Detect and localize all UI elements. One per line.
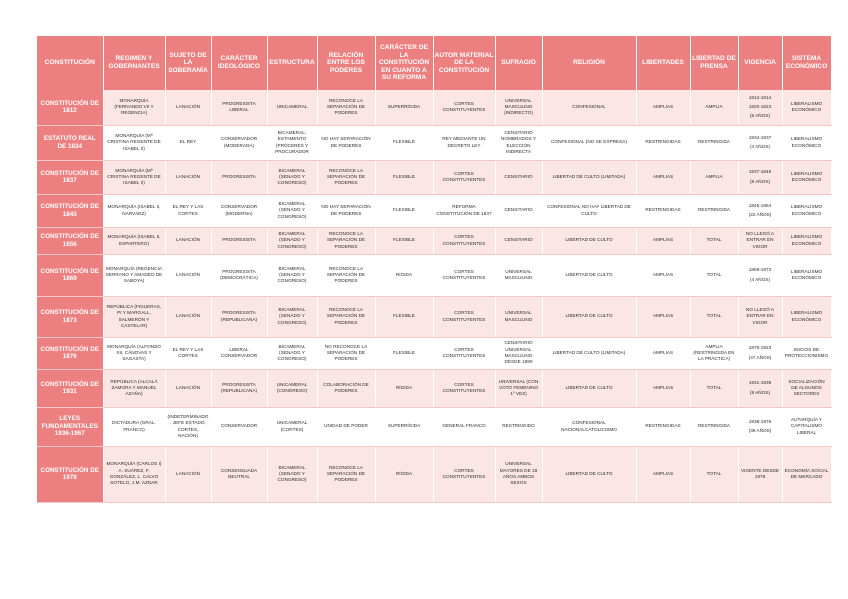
powers-relation-cell: RECONOCE LA SEPARACIÓN DE PODERES: [317, 227, 375, 254]
economic-system-cell: LIBERALISMO ECONÓMICO: [782, 227, 831, 254]
ideology-cell: CONSERVADOR: [211, 407, 267, 446]
liberties-cell: RESTRINGIDAS: [636, 125, 690, 160]
validity-line: (8 AÑOS): [749, 178, 771, 184]
table-row: [37, 407, 831, 446]
column-header: CARÁCTER IDEOLÓGICO: [211, 36, 267, 90]
column-header: SUFRAGIO: [495, 36, 542, 90]
ideology-cell: PROGRESISTA (DEMOCRÁTICA): [211, 254, 267, 296]
ideology-cell: LIBERAL CONSERVADOR: [211, 337, 267, 369]
powers-relation-cell: UNIDAD DE PODER: [317, 407, 375, 446]
validity-line: 1845-1854: [748, 202, 772, 208]
economic-system-cell: LIBERALISMO ECONÓMICO: [782, 125, 831, 160]
suffrage-cell: UNIVERSAL MAYORES DE 18 AÑOS AMBOS SEXOS: [495, 446, 542, 502]
constitution-name: CONSTITUCIÓN DE 1931: [37, 369, 103, 407]
powers-relation-cell: NO HAY SEPARACIÓN DE PODERES: [317, 125, 375, 160]
press-freedom-cell: TOTAL: [690, 296, 738, 337]
economic-system-cell: LIBERALISMO ECONÓMICO: [782, 90, 831, 125]
powers-relation-cell: RECONOCE LA SEPARACIÓN DE PODERES: [317, 254, 375, 296]
economic-system-cell: SOCIALIZACIÓN DE ALGUNOS SECTORES: [782, 369, 831, 407]
suffrage-cell: UNIVERSAL MASCULINO: [495, 296, 542, 337]
column-header: SUJETO DE LA SOBERANÍA: [165, 36, 211, 90]
structure-cell: BICAMERAL: ESTAMENTO (PRÓCERES Y PROCURADOR: [267, 125, 317, 160]
table-row: [37, 446, 831, 502]
suffrage-cell: UNIVERSAL MASCULINO: [495, 254, 542, 296]
validity-line: (22 AÑOS): [748, 212, 772, 217]
sovereignty-cell: EL REY Y LAS CORTES: [165, 194, 211, 227]
reform-cell: RÍGIDA: [375, 369, 433, 407]
author-cell: CORTES CONSTITUYENTES: [433, 296, 495, 337]
liberties-cell: AMPLIAS: [636, 90, 690, 125]
suffrage-cell: UNIVERSAL (CON VOTO FEMENINO 1º VEZ): [495, 369, 542, 407]
validity-line: 1938-1976: [748, 418, 772, 424]
constitution-name: LEYES FUNDAMENTALES 1936-1967: [37, 407, 103, 446]
sovereignty-cell: LANACIÓN: [165, 446, 211, 502]
suffrage-cell: CENSITARIO: [495, 194, 542, 227]
religion-cell: LIBERTAD DE CULTO (LIMITADA): [542, 160, 636, 194]
economic-system-cell: LIBERALISMO ECONÓMICO: [782, 296, 831, 337]
suffrage-cell: CENSITARIO: [495, 160, 542, 194]
validity-line: 1931-1939: [748, 380, 772, 386]
powers-relation-cell: RECONOCE LA SEPARACIÓN DE PODERES: [317, 90, 375, 125]
reform-cell: RÍGIDA: [375, 254, 433, 296]
validity-line: 1820-1823: [748, 104, 772, 110]
press-freedom-cell: RESTRINGIDA: [690, 125, 738, 160]
constitution-name: CONSTITUCIÓN DE 1812: [37, 90, 103, 125]
author-cell: CORTES CONSTITUYENTES: [433, 446, 495, 502]
structure-cell: UNICAMERAL: [267, 90, 317, 125]
column-header: VIGENCIA: [738, 36, 782, 90]
table-row: [37, 160, 831, 194]
economic-system-cell: LIBERALISMO ECONÓMICO: [782, 194, 831, 227]
liberties-cell: AMPLIAS: [636, 254, 690, 296]
economic-system-cell: INICIOS DE PROTECCIONISMO: [782, 337, 831, 369]
table-row: [37, 194, 831, 227]
validity-cell: [738, 125, 782, 160]
ideology-cell: CONSERVADOR (MODERADA): [211, 125, 267, 160]
economic-system-cell: LIBERALISMO ECONÓMICO: [782, 254, 831, 296]
liberties-cell: AMPLIAS: [636, 337, 690, 369]
press-freedom-cell: RESTRINGIDA: [690, 194, 738, 227]
structure-cell: BICAMERAL (SENADO Y CONGRESO): [267, 337, 317, 369]
sovereignty-cell: LANACIÓN: [165, 160, 211, 194]
powers-relation-cell: RECONOCE LA SEPARACIÓN DE PODERES: [317, 446, 375, 502]
column-header: RELIGIÓN: [542, 36, 636, 90]
structure-cell: BICAMERAL (SENADO Y CONGRESO): [267, 194, 317, 227]
constitution-name: CONSTITUCIÓN DE 1873: [37, 296, 103, 337]
table-row: [37, 90, 831, 125]
ideology-cell: CONSERVADOR (MODERNA): [211, 194, 267, 227]
powers-relation-cell: RECONOCE LA SEPARACIÓN DE PODERES: [317, 296, 375, 337]
author-cell: CORTES CONSTITUYENTES: [433, 254, 495, 296]
regime-cell: REPÚBLICA (ALCALÁ ZAMORA Y MANUEL AZAÑA): [103, 369, 165, 407]
suffrage-cell: RESTRINGIDO: [495, 407, 542, 446]
liberties-cell: AMPLIAS: [636, 446, 690, 502]
ideology-cell: CONSENSUADA NEUTRAL: [211, 446, 267, 502]
validity-line: 1837-1845: [748, 169, 772, 175]
validity-cell: [738, 160, 782, 194]
structure-cell: BICAMERAL (SENADO Y CONGRESO): [267, 160, 317, 194]
validity-line: (8 AÑOS): [749, 389, 771, 395]
validity-line: 1869-1873: [748, 267, 772, 273]
column-header: CARÁCTER DE LA CONSTITUCIÓN EN CUANTO A SU REFORMA: [375, 36, 433, 90]
structure-cell: BICAMERAL (SENADO Y CONGRESO): [267, 254, 317, 296]
sovereignty-cell: (INDETERMINADO, JEFE ESTADO, CORTES, NACIÓN): [165, 407, 211, 446]
column-header: LIBERTAD DE PRENSA: [690, 36, 738, 90]
powers-relation-cell: NO RECONOCE LA SEPARACIÓN DE PODERES: [317, 337, 375, 369]
constitution-name: CONSTITUCIÓN DE 1876: [37, 337, 103, 369]
reform-cell: FLEXIBLE: [375, 160, 433, 194]
religion-cell: LIBERTAD DE CULTO: [542, 369, 636, 407]
press-freedom-cell: TOTAL: [690, 369, 738, 407]
economic-system-cell: LIBERALISMO ECONÓMICO: [782, 160, 831, 194]
validity-cell: [738, 296, 782, 337]
table-row: [37, 125, 831, 160]
validity-line: (47 AÑOS): [748, 354, 772, 360]
regime-cell: MONARQUÍA (Mª CRISTINA REGENTE DE ISABEL II): [103, 125, 165, 160]
reform-cell: SUPERRÍGIDA: [375, 407, 433, 446]
liberties-cell: RESTRINGIDAS: [636, 194, 690, 227]
column-header: ESTRUCTURA: [267, 36, 317, 90]
sovereignty-cell: LANACIÓN: [165, 296, 211, 337]
validity-line: 1876-1923: [748, 345, 772, 351]
validity-line: (3 AÑOS): [749, 144, 771, 149]
press-freedom-cell: TOTAL: [690, 254, 738, 296]
press-freedom-cell: AMPLIA (RESTRINGIDA EN LA PRÁCTICA): [690, 337, 738, 369]
table-row: [37, 296, 831, 337]
religion-cell: LIBERTAD DE CULTO: [542, 296, 636, 337]
constitution-name: CONSTITUCIÓN DE 1837: [37, 160, 103, 194]
reform-cell: SUPERRÍGIDA: [375, 90, 433, 125]
table-row: [37, 369, 831, 407]
author-cell: CORTES CONSTITUYENTES: [433, 160, 495, 194]
reform-cell: FLEXIBLE: [375, 194, 433, 227]
validity-line: VIGENTE DESDE 1978: [740, 467, 780, 479]
regime-cell: DICTADURA (GRAL. FRANCO): [103, 407, 165, 446]
reform-cell: FLEXIBLE: [375, 296, 433, 337]
author-cell: CORTES CONSTITUYENTES: [433, 337, 495, 369]
column-header: CONSTITUCIÓN: [37, 36, 103, 90]
constitution-name: ESTATUTO REAL DE 1834: [37, 125, 103, 160]
validity-line: (4 AÑOS): [749, 276, 771, 282]
validity-cell: [738, 369, 782, 407]
ideology-cell: PROGRESISTA (REPUBLICANA): [211, 296, 267, 337]
author-cell: CORTES CONSTITUYENTES: [433, 227, 495, 254]
religion-cell: LIBERTAD DE CULTO (LIMITADA): [542, 337, 636, 369]
reform-cell: FLEXIBLE: [375, 337, 433, 369]
ideology-cell: PROGRESISTA LIBERAL: [211, 90, 267, 125]
religion-cell: CONFESIONAL (NO SE EXPRESA): [542, 125, 636, 160]
author-cell: CORTES CONSTITUYENTES: [433, 90, 495, 125]
table-row: [37, 254, 831, 296]
reform-cell: FLEXIBLE: [375, 227, 433, 254]
regime-cell: MONARQUÍA (CARLOS I) A. SUÁREZ, F. GONZÁLEZ, L. CALVO SOTELO, J.M. AZNAR: [103, 446, 165, 502]
column-header: AUTOR MATERIAL DE LA CONSTITUCIÓN: [433, 36, 495, 90]
column-header: SISTEMA ECONÓMICO: [782, 36, 831, 90]
religion-cell: CONFESIONAL NO HAY LIBERTAD DE CULTO: [542, 194, 636, 227]
regime-cell: MONARQUÍA (Mª CRISTINA REGENTE DE ISABEL II): [103, 160, 165, 194]
header-row: [37, 36, 831, 90]
table-row: [37, 337, 831, 369]
constitution-name: CONSTITUCIÓN DE 1856: [37, 227, 103, 254]
regime-cell: MONARQUÍA (ALFONSO XII, CÁNOVAS Y SAGASTA): [103, 337, 165, 369]
sovereignty-cell: EL REY Y LAS CORTES: [165, 337, 211, 369]
regime-cell: MONARQUÍA (ISABEL II, NARVÁEZ): [103, 194, 165, 227]
suffrage-cell: CENSITARIO: [495, 227, 542, 254]
validity-line: 1834-1837: [748, 134, 772, 140]
sovereignty-cell: LANACIÓN: [165, 369, 211, 407]
author-cell: REFORMA CONSTITUCIÓN DE 1837: [433, 194, 495, 227]
ideology-cell: PROGRESISTA: [211, 227, 267, 254]
sovereignty-cell: EL REY: [165, 125, 211, 160]
suffrage-cell: CENSITARIO UNIVERSAL MASCULINO DESDE 1890: [495, 337, 542, 369]
press-freedom-cell: RESTRINGIDA: [690, 407, 738, 446]
liberties-cell: AMPLIAS: [636, 296, 690, 337]
press-freedom-cell: AMPLIA: [690, 90, 738, 125]
press-freedom-cell: TOTAL: [690, 227, 738, 254]
validity-cell: [738, 227, 782, 254]
liberties-cell: AMPLIAS: [636, 160, 690, 194]
ideology-cell: PROGRESISTA (REPUBLICANA): [211, 369, 267, 407]
religion-cell: LIBERTAD DE CULTO: [542, 254, 636, 296]
validity-line: (5 AÑOS): [749, 113, 771, 119]
economic-system-cell: AUTARQUÍA Y CAPITALISMO LIBERAL: [782, 407, 831, 446]
column-header: RELACIÓN ENTRE LOS PODERES: [317, 36, 375, 90]
column-header: REGIMEN Y GOBERNANTES: [103, 36, 165, 90]
validity-cell: [738, 407, 782, 446]
regime-cell: MONARQUÍA (FERNANDO VII Y REGENCIA): [103, 90, 165, 125]
press-freedom-cell: AMPLIA: [690, 160, 738, 194]
constitution-name: CONSTITUCIÓN DE 1869: [37, 254, 103, 296]
validity-cell: [738, 446, 782, 502]
powers-relation-cell: COLABORACIÓN DE PODERES: [317, 369, 375, 407]
validity-line: (38 AÑOS): [748, 428, 772, 433]
liberties-cell: RESTRINGIDAS: [636, 407, 690, 446]
regime-cell: MONARQUÍA (REGENCIA SERRANO Y AMADEO DE SABOYA): [103, 254, 165, 296]
constitutions-comparison-table: [37, 36, 829, 503]
author-cell: GENERAL FRANCO: [433, 407, 495, 446]
structure-cell: BICAMERAL (SENADO Y CONGRESO): [267, 227, 317, 254]
validity-line: NO LLEGÓ A ENTRAR EN VIGOR: [745, 231, 775, 249]
liberties-cell: AMPLIAS: [636, 227, 690, 254]
religion-cell: CONFESIONAL: [542, 90, 636, 125]
religion-cell: CONFESIONAL NACIONALCATOLICISMO: [542, 407, 636, 446]
structure-cell: UNICAMERAL (CONGRESO): [267, 369, 317, 407]
religion-cell: LIBERTAD DE CULTO: [542, 227, 636, 254]
validity-cell: [738, 194, 782, 227]
validity-line: NO LLEGÓ A ENTRAR EN VIGOR: [745, 307, 775, 325]
structure-cell: BICAMERAL (SENADO Y CONGRESO): [267, 446, 317, 502]
reform-cell: FLEXIBLE: [375, 125, 433, 160]
constitution-name: CONSTITUCIÓN DE 1978: [37, 446, 103, 502]
sovereignty-cell: LANACIÓN: [165, 254, 211, 296]
regime-cell: REPÚBLICA (FIGUERAS, PI Y MARGALL, SALMERÓN Y CASTELAR): [103, 296, 165, 337]
author-cell: REY MEDIANTE UN DECRETO LEY: [433, 125, 495, 160]
religion-cell: LIBERTAD DE CULTO: [542, 446, 636, 502]
author-cell: CORTES CONSTITUYENTES: [433, 369, 495, 407]
validity-cell: [738, 337, 782, 369]
regime-cell: MONARQUÍA (ISABEL II, ESPARTERO): [103, 227, 165, 254]
column-header: LIBERTADES: [636, 36, 690, 90]
structure-cell: BICAMERAL (SENADO Y CONGRESO): [267, 296, 317, 337]
reform-cell: RÍGIDA: [375, 446, 433, 502]
press-freedom-cell: TOTAL: [690, 446, 738, 502]
structure-cell: UNICAMERAL (CORTES): [267, 407, 317, 446]
sovereignty-cell: LANACIÓN: [165, 90, 211, 125]
validity-cell: [738, 90, 782, 125]
constitution-name: CONSTITUCIÓN DE 1845: [37, 194, 103, 227]
sovereignty-cell: LANACIÓN: [165, 227, 211, 254]
ideology-cell: PROGRESISTA: [211, 160, 267, 194]
suffrage-cell: CENSITARIO NOMBRADOS Y ELECCIÓN INDIRECTA: [495, 125, 542, 160]
powers-relation-cell: RECONOCE LA SEPARACIÓN DE PODERES: [317, 160, 375, 194]
economic-system-cell: ECONOMÍA SOCIAL DE MERCADO: [782, 446, 831, 502]
table-row: [37, 227, 831, 254]
powers-relation-cell: NO HAY SEPARACIÓN DE PODERES: [317, 194, 375, 227]
suffrage-cell: UNIVERSAL MASCULINO (INDIRECTO): [495, 90, 542, 125]
validity-cell: [738, 254, 782, 296]
liberties-cell: AMPLIAS: [636, 369, 690, 407]
validity-line: 1812-1814: [748, 94, 772, 100]
